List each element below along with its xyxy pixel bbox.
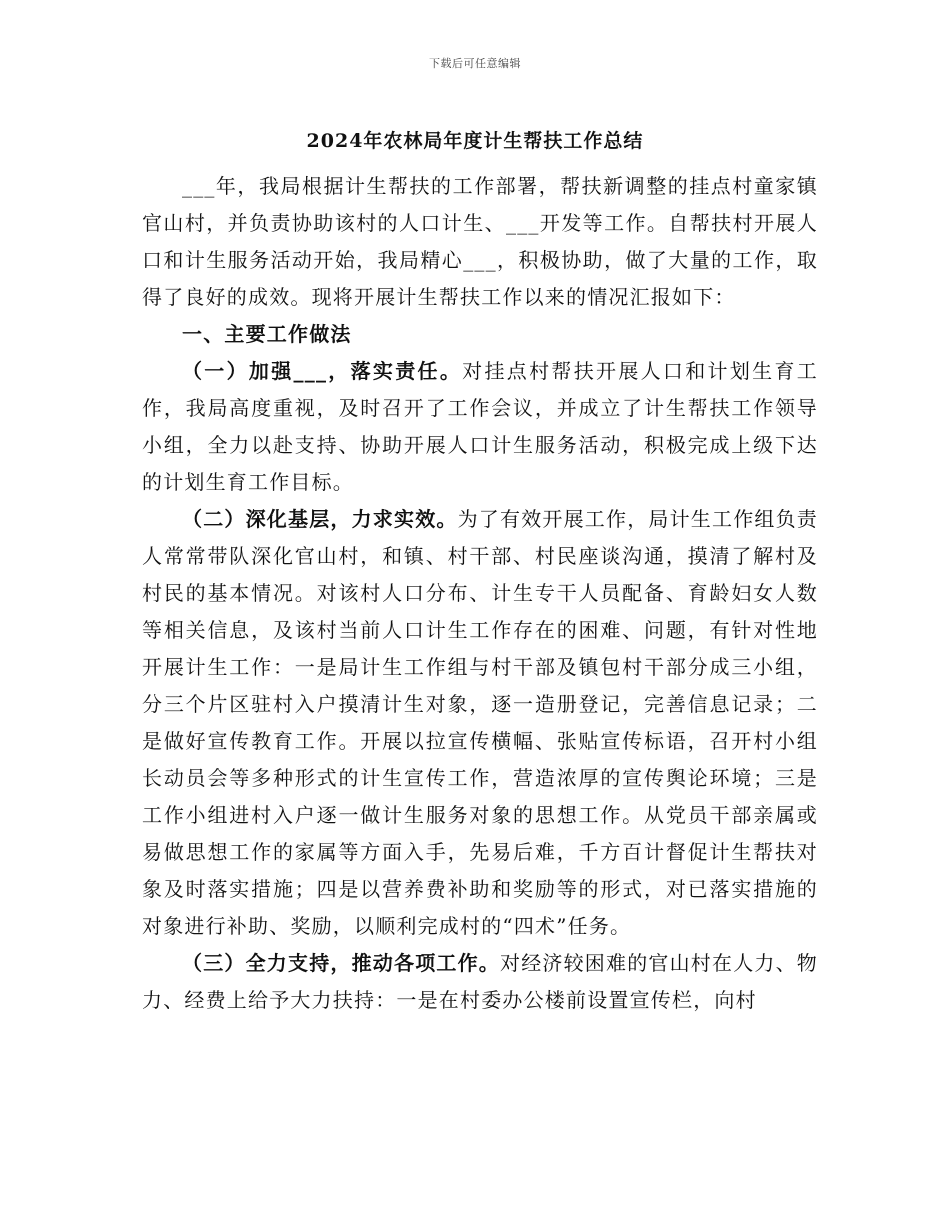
- document-body: [142, 168, 818, 1019]
- item-lead-3: （三）全力支持，推动各项工作。: [182, 951, 500, 975]
- header-note: 下载后可任意编辑: [429, 57, 521, 70]
- item-lead-2: （二）深化基层，力求实效。: [182, 507, 458, 531]
- item-paragraph-1: [142, 353, 818, 501]
- item-paragraph-3: [142, 945, 818, 1019]
- section-heading: 一、主要工作做法: [182, 322, 352, 346]
- item-text-2: 为了有效开展工作，局计生工作组负责人常常带队深化官山村，和镇、村干部、村民座谈沟通，摸清了解村及村民的基本情况。对该村人口分布、计生专干人员配备、育龄妇女人数等相关信息，及该村当前人口计生工作存在的困难、问题，有针对性地开展计生工作：一是局计生工作组与村干部及镇包村干部分成三小组，分三个片区驻村入户摸清计生对象，逐一造册登记，完善信息记录；二是做好宣传教育工作。开展以拉宣传横幅、张贴宣传标语，召开村小组长动员会等多种形式的计生宣传工作，营造浓厚的宣传舆论环境；三是工作小组进村入户逐一做计生服务对象的思想工作。从党员干部亲属或易做思想工作的家属等方面入手，先易后难，千方百计督促计生帮扶对象及时落实措施；四是以营养费补助和奖励等的形式，对已落实措施的对象进行补助、奖励，以顺利完成村的“四术”任务。: [142, 507, 819, 938]
- item-paragraph-2: [142, 501, 818, 945]
- item-text-1: 对挂点村帮扶开展人口和计划生育工作，我局高度重视，及时召开了工作会议，并成立了计生帮扶工作领导小组，全力以赴支持、协助开展人口计生服务活动，积极完成上级下达的计划生育工作目标。: [142, 359, 818, 494]
- item-lead-1: （一）加强___，落实责任。: [182, 359, 463, 383]
- document-title: 2024年农林局年度计生帮扶工作总结: [306, 130, 644, 152]
- item-text-3: 对经济较困难的官山村在人力、物力、经费上给予大力扶持：一是在村委办公楼前设置宣传栏，向村: [142, 951, 818, 1012]
- intro-paragraph: ___年，我局根据计生帮扶的工作部署，帮扶新调整的挂点村童家镇官山村，并负责协助该村的人口计生、___开发等工作。自帮扶村开展人口和计生服务活动开始，我局精心___，积极协助，做了大量的工作，取得了良好的成效。现将开展计生帮扶工作以来的情况汇报如下：: [142, 174, 818, 309]
